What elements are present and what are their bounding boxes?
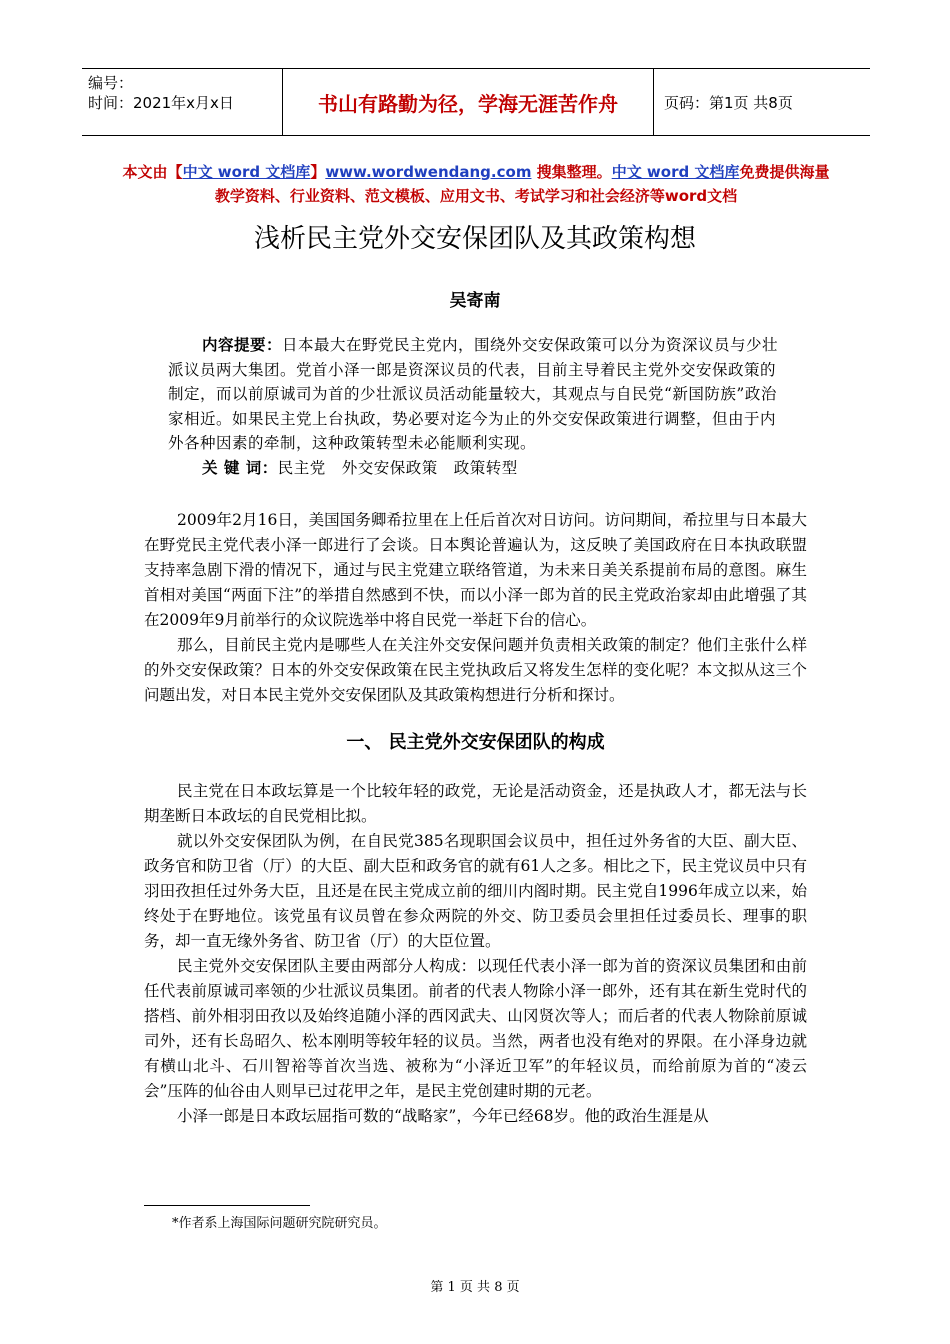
source-link-library[interactable]: 中文 word 文档库: [182, 163, 311, 181]
body-paragraph: 民主党在日本政坛算是一个比较年轻的政党，无论是活动资金，还是执政人才，都无法与长期垄断日本政坛的自民党相比拟。: [144, 782, 807, 825]
abstract-block: [168, 333, 788, 480]
keywords-text: 民主党 外交安保政策 政策转型: [277, 458, 518, 477]
body-paragraph: 就以外交安保团队为例，在自民党385名现职国会议员中，担任过外务省的大臣、副大臣、政务官和防卫省（厅）的大臣、副大臣和政务官的就有61人之多。相比之下，民主党议员中只有羽田孜担任过外务大臣，且还是在民主党成立前的细川内阁时期。民主党自1996年成立以来，始终处于在野地位。该党虽有议员曾在参众两院的外交、防卫委员会里担任过委员长、理事的职务，却一直无缘外务省、防卫省（厅）的大臣位置。: [144, 832, 807, 950]
abstract-paragraph: [168, 333, 788, 456]
header-motto-cell: [282, 69, 654, 135]
abstract-text: 日本最大在野党民主党内，围绕外交安保政策可以分为资深议员与少壮派议员两大集团。党首小泽一郎是资深议员的代表，目前主导着民主党外交安保政策的制定，而以前原诚司为首的少壮派议员活动能量较大，其观点与自民党“新国防族”政治家相近。如果民主党上台执政，势必要对迄今为止的外交安保政策进行调整，但由于内外各种因素的牵制，这种政策转型未必能顺利实现。: [168, 336, 779, 452]
time-label: 时间：2021年x月x日: [88, 94, 234, 112]
source-text-2: 】: [310, 163, 326, 181]
section-heading: 一、 民主党外交安保团队的构成: [346, 732, 605, 753]
article-title: 浅析民主党外交安保团队及其政策构想: [253, 224, 696, 254]
document-header: [82, 68, 870, 136]
header-left-cell: [82, 69, 282, 135]
source-text-1: 本文由【: [122, 163, 183, 181]
source-link-url[interactable]: www.wordwendang.com: [325, 163, 532, 181]
header-page-cell: [654, 69, 870, 135]
page-info: 页码：第1页 共8页: [664, 93, 793, 112]
body-paragraph: 2009年2月16日，美国国务卿希拉里在上任后首次对日访问。访问期间，希拉里与日本最大在野党民主党代表小泽一郎进行了会谈。日本舆论普遍认为，这反映了美国政府在日本执政联盟支持率急剧下滑的情况下，通过与民主党建立联络管道，为未来日美关系提前布局的意图。麻生首相对美国“两面下注”的举措自然感到不快，而以小泽一郎为首的民主党政治家却由此增强了其在2009年9月前举行的众议院选举中将自民党一举赶下台的信心。: [144, 511, 807, 629]
source-text-3: 搜集整理。: [531, 163, 612, 181]
page-number: 第 1 页 共 8 页: [430, 1280, 520, 1295]
keywords-line: [168, 456, 788, 481]
body-paragraph: 小泽一郎是日本政坛屈指可数的“战略家”，今年已经68岁。他的政治生涯是从: [177, 1107, 709, 1125]
body-paragraph: 民主党外交安保团队主要由两部分人构成：以现任代表小泽一郎为首的资深议员集团和由前任代表前原诚司率领的少壮派议员集团。前者的代表人物除小泽一郎外，还有其在新生党时代的搭档、前外相羽田孜以及始终追随小泽的西冈武夫、山冈贤次等人；而后者的代表人物除前原诚司外，还有长岛昭久、松本刚明等较年轻的议员。当然，两者也没有绝对的界限。在小泽身边就有横山北斗、石川智裕等首次当选、被称为“小泽近卫军”的年轻议员，而给前原为首的“凌云会”压阵的仙谷由人则早已过花甲之年，是民主党创建时期的元老。: [144, 957, 807, 1100]
source-link-library-2[interactable]: 中文 word 文档库: [611, 163, 740, 181]
source-text-4: 免费提供海量教学资料、行业资料、范文模板、应用文书、考试学习和社会经济等word文档: [214, 163, 830, 205]
motto: 书山有路勤为径，学海无涯苦作舟: [318, 91, 618, 116]
article-author: 吴寄南: [449, 291, 501, 311]
source-notice: [120, 160, 832, 208]
footnote-divider: [144, 1205, 310, 1206]
number-label: 编号：: [88, 74, 134, 92]
footnote: *作者系上海国际问题研究院研究员。: [172, 1216, 387, 1231]
keywords-label: 关 键 词：: [202, 458, 278, 477]
article-body: [144, 508, 807, 1129]
abstract-label: 内容提要：: [202, 336, 283, 354]
body-paragraph: 那么，目前民主党内是哪些人在关注外交安保问题并负责相关政策的制定？他们主张什么样的外交安保政策？日本的外交安保政策在民主党执政后又将发生怎样的变化呢？本文拟从这三个问题出发，对日本民主党外交安保团队及其政策构想进行分析和探讨。: [144, 636, 807, 704]
